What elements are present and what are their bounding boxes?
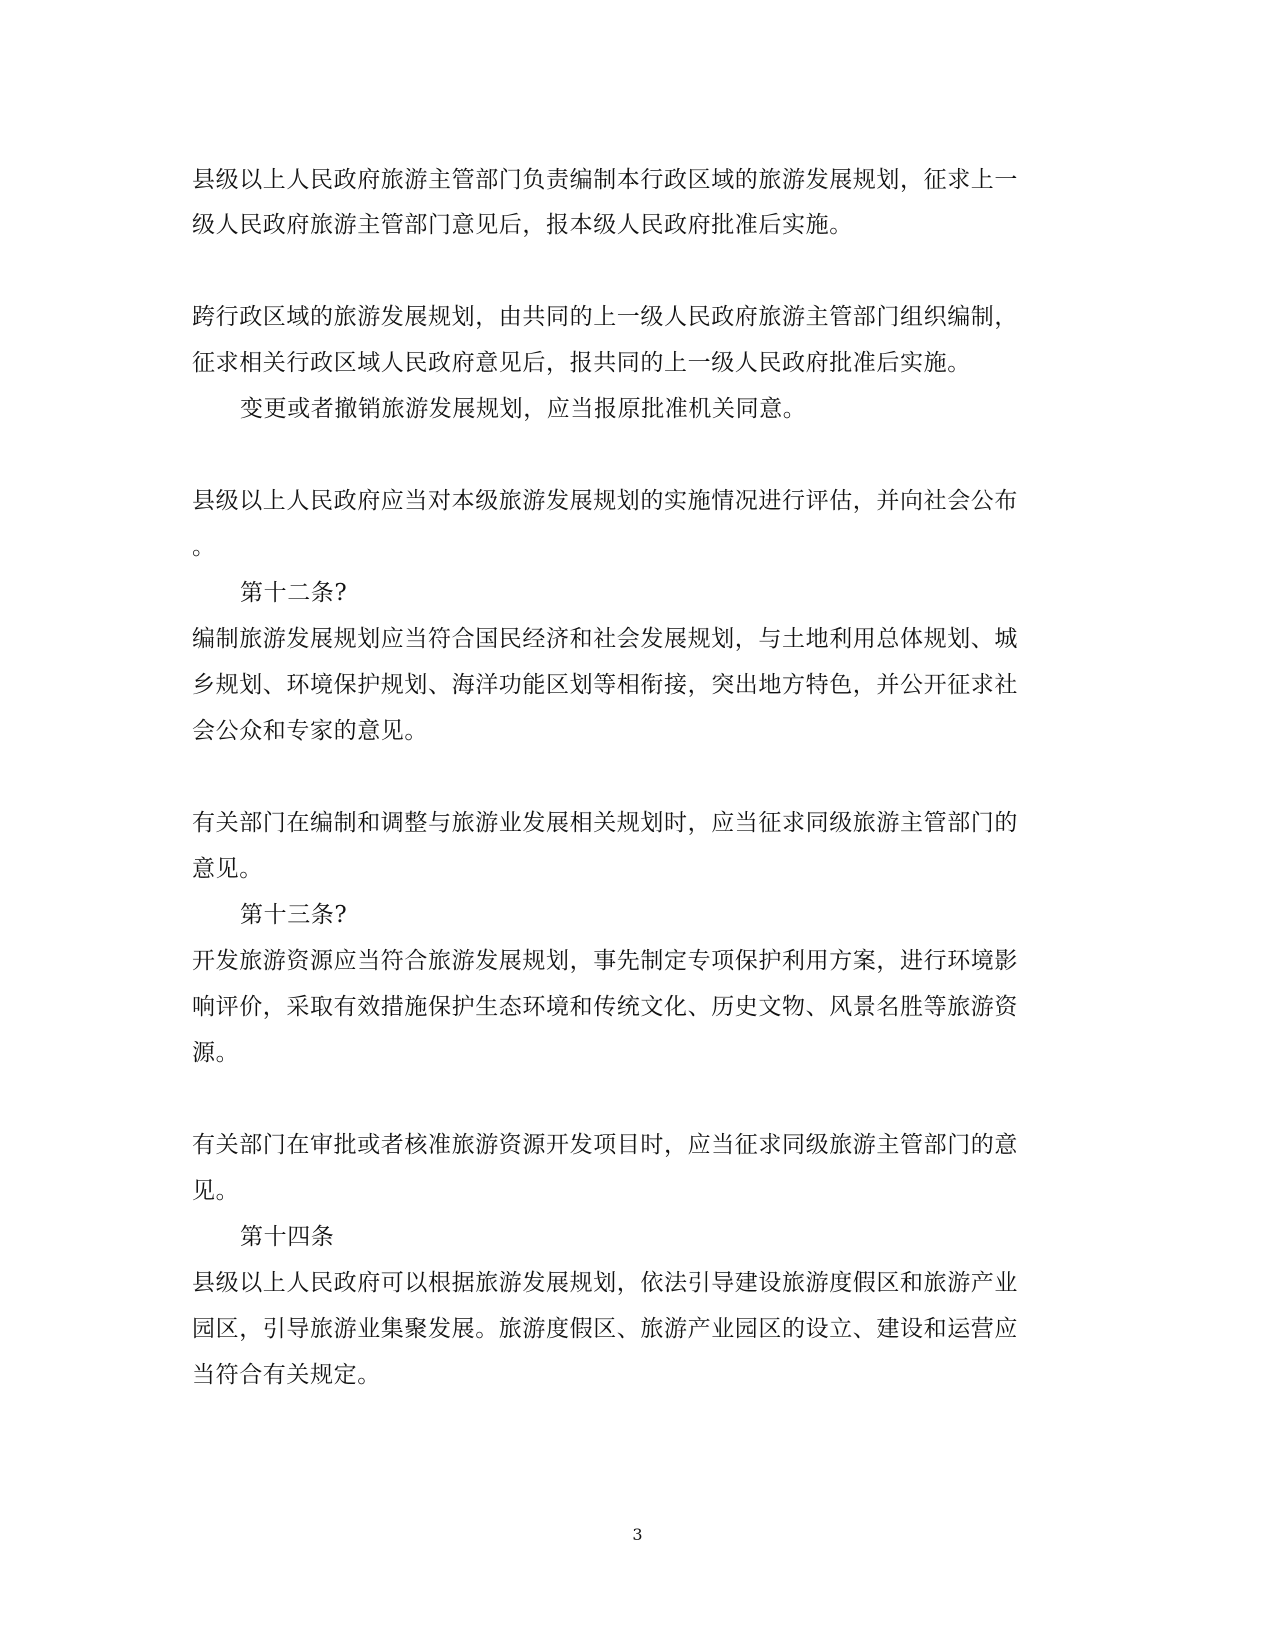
paragraph-line: 编制旅游发展规划应当符合国民经济和社会发展规划，与土地利用总体规划、城 — [192, 626, 1018, 652]
paragraph-line: 县级以上人民政府可以根据旅游发展规划，依法引导建设旅游度假区和旅游产业 — [192, 1270, 1018, 1296]
paragraph-line: 有关部门在审批或者核准旅游资源开发项目时，应当征求同级旅游主管部门的意 — [192, 1132, 1018, 1158]
article-heading: 第十三条? — [240, 902, 348, 928]
paragraph-line: 跨行政区域的旅游发展规划，由共同的上一级人民政府旅游主管部门组织编制， — [192, 304, 1018, 330]
paragraph-line: 园区，引导旅游业集聚发展。旅游度假区、旅游产业园区的设立、建设和运营应 — [192, 1316, 1018, 1342]
article-heading: 第十四条 — [240, 1224, 335, 1250]
paragraph-line: 。 — [192, 534, 216, 560]
paragraph-line: 乡规划、环境保护规划、海洋功能区划等相衔接，突出地方特色，并公开征求社 — [192, 672, 1018, 698]
paragraph-line: 变更或者撤销旅游发展规划，应当报原批准机关同意。 — [240, 396, 807, 422]
page-number: 3 — [632, 1525, 643, 1544]
paragraph-line: 响评价，采取有效措施保护生态环境和传统文化、历史文物、风景名胜等旅游资 — [192, 994, 1018, 1020]
paragraph-line: 开发旅游资源应当符合旅游发展规划，事先制定专项保护利用方案，进行环境影 — [192, 948, 1018, 974]
article-heading: 第十二条? — [240, 580, 348, 606]
paragraph-line: 征求相关行政区域人民政府意见后，报共同的上一级人民政府批准后实施。 — [192, 350, 971, 376]
paragraph-line: 县级以上人民政府应当对本级旅游发展规划的实施情况进行评估，并向社会公布 — [192, 488, 1018, 514]
paragraph-line: 会公众和专家的意见。 — [192, 718, 428, 744]
paragraph-line: 县级以上人民政府旅游主管部门负责编制本行政区域的旅游发展规划，征求上一 — [192, 167, 1018, 193]
paragraph-line: 意见。 — [192, 856, 263, 882]
paragraph-line: 见。 — [192, 1178, 240, 1204]
paragraph-line: 有关部门在编制和调整与旅游业发展相关规划时，应当征求同级旅游主管部门的 — [192, 810, 1018, 836]
paragraph-line: 源。 — [192, 1040, 240, 1066]
paragraph-line: 当符合有关规定。 — [192, 1362, 381, 1388]
paragraph-line: 级人民政府旅游主管部门意见后，报本级人民政府批准后实施。 — [192, 212, 853, 238]
